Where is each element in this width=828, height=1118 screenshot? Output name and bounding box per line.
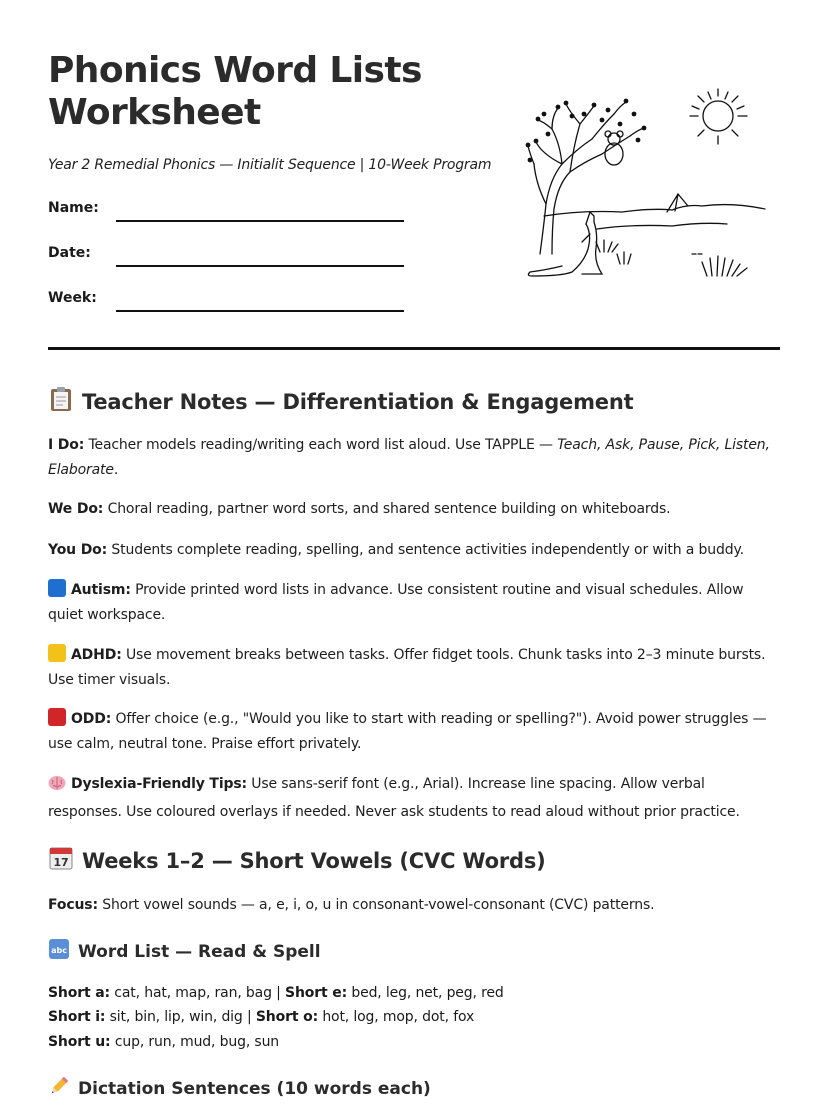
adhd-note: ADHD: Use movement breaks between tasks. Offer fidget tools. Chunk tasks into 2–3 minute bursts. Use timer visuals. <box>48 643 780 692</box>
pencil-icon <box>48 1075 70 1102</box>
date-line[interactable] <box>116 265 404 267</box>
sun-icon <box>690 89 747 144</box>
header-divider <box>48 347 780 350</box>
red-square-icon <box>48 708 66 726</box>
date-label: Date: <box>48 245 91 261</box>
yellow-square-icon <box>48 644 66 662</box>
outback-illustration <box>522 84 772 284</box>
we-do-note: We Do: Choral reading, partner word sorts, and shared sentence building on whiteboards. <box>48 501 671 517</box>
weeks-1-2-heading: 17 Weeks 1–2 — Short Vowels (CVC Words) <box>48 845 546 876</box>
dyslexia-note: Dyslexia-Friendly Tips: Use sans-serif font (e.g., Arial). Increase line spacing. Allow verbal responses. Use coloured overlays if needed. Never ask students to read aloud without prior practice. <box>48 776 740 820</box>
word-list-row-3: Short u: cup, run, mud, bug, sun <box>48 1034 280 1050</box>
autism-note: Autism: Provide printed word lists in advance. Use consistent routine and visual schedules. Allow quiet workspace. <box>48 578 780 627</box>
calendar-icon <box>48 845 74 876</box>
focus-note: Focus: Short vowel sounds — a, e, i, o, u in consonant-vowel-consonant (CVC) patterns. <box>48 897 655 913</box>
name-line[interactable] <box>116 220 404 222</box>
brain-icon <box>48 775 66 800</box>
teacher-notes-heading: Teacher Notes — Differentiation & Engagement <box>48 386 633 417</box>
word-list-row-2: Short i: sit, bin, lip, win, dig | Short o: hot, log, mop, dot, fox <box>48 1009 475 1025</box>
i-do-note: I Do: Teacher models reading/writing each word list aloud. Use TAPPLE — Teach, Ask, Pause, Pick, Listen, Elaborate. <box>48 437 770 478</box>
tree-icon <box>526 99 647 254</box>
svg-text:abc: abc <box>51 946 67 955</box>
svg-text:17: 17 <box>53 856 69 869</box>
week-label: Week: <box>48 290 97 306</box>
clipboard-icon <box>48 386 74 417</box>
worksheet-title: Phonics Word Lists Worksheet <box>48 50 422 133</box>
abc-icon <box>48 938 70 965</box>
name-label: Name: <box>48 200 99 216</box>
dictation-heading: Dictation Sentences (10 words each) <box>48 1075 431 1102</box>
blue-square-icon <box>48 579 66 597</box>
kangaroo-icon <box>528 212 602 276</box>
worksheet-subtitle: Year 2 Remedial Phonics — Initialit Sequence | 10-Week Program <box>48 157 492 173</box>
you-do-note: You Do: Students complete reading, spelling, and sentence activities independently or with a buddy. <box>48 542 744 558</box>
word-list-heading: abc Word List — Read & Spell <box>48 938 321 965</box>
odd-note: ODD: Offer choice (e.g., "Would you like to start with reading or spelling?"). Avoid power struggles — use calm, neutral tone. Praise effort privately. <box>48 707 780 756</box>
word-list-row-1: Short a: cat, hat, map, ran, bag | Short e: bed, leg, net, peg, red <box>48 985 504 1001</box>
week-line[interactable] <box>116 310 404 312</box>
